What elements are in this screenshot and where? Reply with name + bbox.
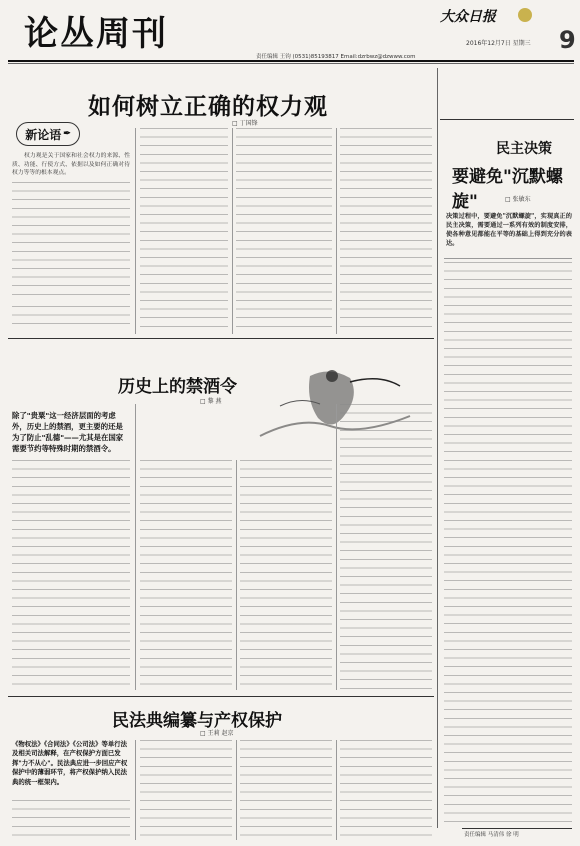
article3-col-4 xyxy=(340,740,432,840)
column-divider xyxy=(336,404,337,690)
right-byline: □ 张敏东 xyxy=(505,196,531,203)
article2-lead: 除了"贵粟"这一经济层面的考虑外，历史上的禁酒，更主要的还是为了防止"乱德"——尤其是在国家需要节约等特殊时期的禁酒令。 xyxy=(12,411,124,453)
column-divider xyxy=(232,128,233,334)
right-lead-rule xyxy=(444,258,572,259)
column-divider xyxy=(135,740,136,840)
article2-byline: □ 黎 燕 xyxy=(200,398,222,405)
article2-col-2 xyxy=(140,460,232,690)
column-divider xyxy=(236,460,237,690)
article2-headline: 历史上的禁酒令 xyxy=(118,377,237,397)
right-lead: 决策过程中，要避免"沉默螺旋"，实现真正的民主决策，需要通过一系列有效的制度安排，使各种意见都能在平等的基础上得到充分的表达。 xyxy=(446,213,572,247)
article3-lead: 《物权法》《合同法》《公司法》等单行法及相关司法解释，在产权保护方面已发挥"力不从心"。民法典应进一步回应产权保护中的薄弱环节，将产权保护纳入民法典的统一框架内。 xyxy=(12,740,128,786)
footer-editors: 责任编辑 马清伟 徐 明 xyxy=(464,832,519,838)
main-article-col-3 xyxy=(236,128,332,334)
page-number: 9 xyxy=(559,26,576,54)
main-article-col-2 xyxy=(140,128,228,334)
column-divider xyxy=(135,404,136,690)
main-article-col-4 xyxy=(340,128,432,334)
column-badge-label: 新论语 xyxy=(25,127,62,142)
article3-byline: □ 王莉 赵京 xyxy=(200,730,234,737)
column-divider xyxy=(336,740,337,840)
right-column-divider xyxy=(437,68,438,828)
main-article-col-1 xyxy=(12,152,130,302)
article3-col-1 xyxy=(12,800,130,840)
article2-col-3 xyxy=(240,460,332,690)
article2-col-4 xyxy=(340,404,432,690)
dateline: 2016年12月7日 星期三 xyxy=(466,40,531,47)
editor-line: 责任编辑 王钧 (0531)85193817 Email:dzrbwz@dzwww.com xyxy=(256,54,416,60)
pen-icon: ✒ xyxy=(63,129,71,139)
newspaper-brand: 大众日报 xyxy=(440,9,496,25)
right-column-text xyxy=(444,262,572,824)
section-title: 论丛周刊 xyxy=(24,14,168,54)
article3-headline: 民法典编纂与产权保护 xyxy=(112,711,282,731)
right-headline: 要避免"沉默螺旋" xyxy=(452,167,563,212)
column-divider xyxy=(236,740,237,840)
main-headline: 如何树立正确的权力观 xyxy=(88,94,328,120)
article3-col-3 xyxy=(240,740,332,840)
main-byline: □ 丁国锋 xyxy=(232,120,258,127)
right-section-title: 民主决策 xyxy=(496,141,552,157)
section-rule xyxy=(8,338,434,339)
article2-col-1 xyxy=(12,460,130,690)
main-article-col-1b xyxy=(12,306,130,332)
text-block xyxy=(12,182,130,302)
masthead-rule xyxy=(8,60,574,62)
column-badge xyxy=(16,122,80,146)
newspaper-logo-icon xyxy=(518,8,532,22)
article3-col-2 xyxy=(140,740,232,840)
right-section-bar xyxy=(440,119,574,138)
column-divider xyxy=(135,128,136,334)
column-divider xyxy=(336,128,337,334)
masthead-rule-thin xyxy=(8,63,574,64)
section-rule xyxy=(8,696,434,697)
main-article-lead: 权力观是关于国家和社会权力的来源、性质、功能、行使方式、依据以及如何正确对待权力等等的根本观点。 xyxy=(12,153,130,177)
